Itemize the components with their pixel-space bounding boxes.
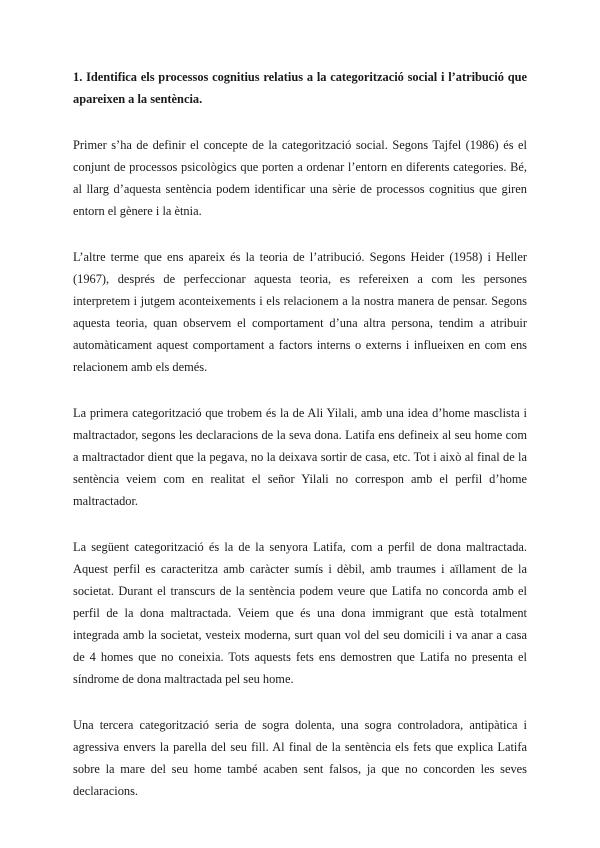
document-body <box>73 66 527 826</box>
question-heading: 1. Identifica els processos cognitius relatius a la categorització social i l’atribució que apareixen a la sentència. <box>73 70 527 106</box>
paragraph-second-categorization: La següent categorització és la de la senyora Latifa, com a perfil de dona maltractada. Aquest perfil es caracteritza amb caràcter sumís i dèbil, amb traumes i aïllament de la societat. Durant el transcurs de la sentència podem veure que Latifa no concorda amb el perfil de la dona maltractada. Veiem que és una dona immigrant que està totalment integrada amb la societat, vesteix moderna, surt quan vol del seu domicili i va anar a casa de 4 homes que no coneixia. Tots aquests fets ens demostren que Latifa no presenta el síndrome de dona maltractada pel seu home. <box>73 540 527 686</box>
paragraph-attribution-theory: L’altre terme que ens apareix és la teoria de l’atribució. Segons Heider (1958) i Heller (1967), després de perfeccionar aquesta teoria, es refereixen a com les persones interpretem i jutgem aconteixements i els relacionem a la nostra manera de pensar. Segons aquesta teoria, quan observem el comportament d’una altra persona, tendim a atribuir automàticament aquest comportament a factors interns o externs i influeixen en com ens relacionem amb els demés. <box>73 250 527 374</box>
paragraph-third-categorization: Una tercera categorització seria de sogra dolenta, una sogra controladora, antipàtica i agressiva envers la parella del seu fill. Al final de la sentència els fets que explica Latifa sobre la mare del seu home també acaben sent falsos, ja que no concorden les seves declaracions. <box>73 718 527 798</box>
paragraph-social-categorization: Primer s’ha de definir el concepte de la categorització social. Segons Tajfel (1986) és el conjunt de processos psicològics que porten a ordenar l’entorn en diferents categories. Bé, al llarg d’aquesta sentència podem identificar una sèrie de processos cognitius que giren entorn el gènere i la ètnia. <box>73 138 527 218</box>
paragraph-first-categorization: La primera categorització que trobem és la de Ali Yilali, amb una idea d’home masclista i maltractador, segons les declaracions de la seva dona. Latifa ens defineix al seu home com a maltractador dient que la pegava, no la deixava sortir de casa, etc. Tot i això al final de la sentència veiem com en realitat el señor Yilali no correspon amb el perfil d’home maltractador. <box>73 406 527 508</box>
